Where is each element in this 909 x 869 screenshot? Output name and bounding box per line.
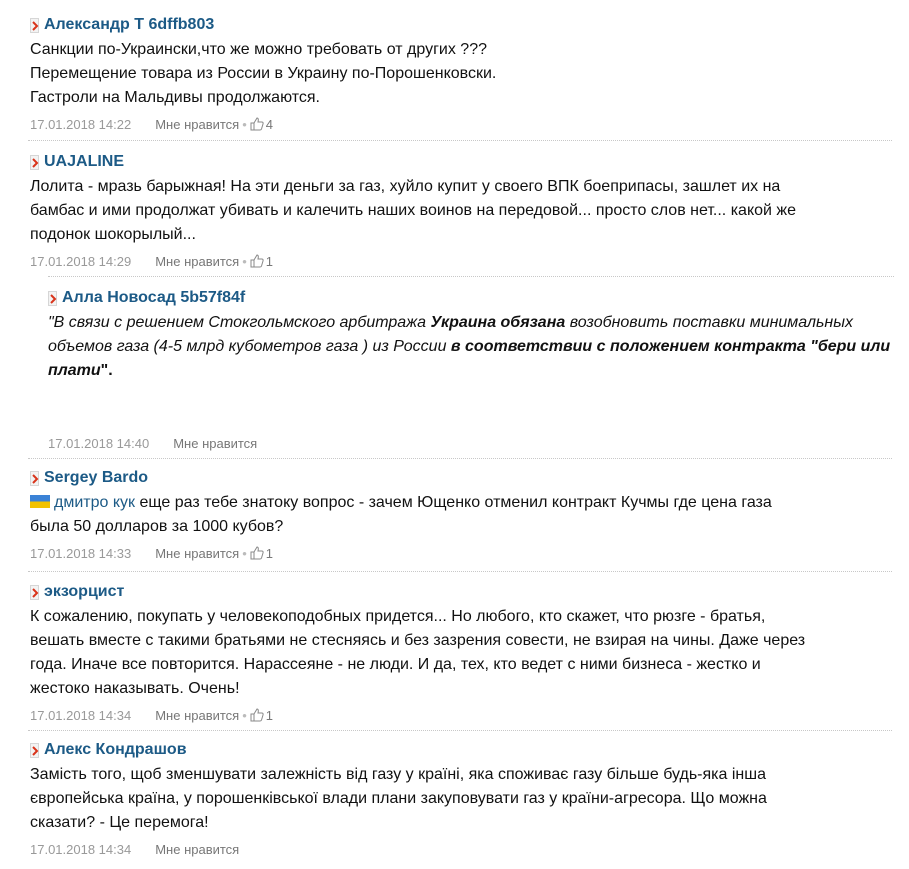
separator-dot: • xyxy=(242,545,247,561)
arrow-marker-icon xyxy=(48,291,57,306)
like-label[interactable]: Мне нравится xyxy=(155,116,240,132)
comment-line: жестоко наказывать. Очень! xyxy=(30,680,240,697)
comment-line: вешать вместе с такими братьями не стесняясь и без зазрения совести, не взирая на чины. Даже через xyxy=(30,632,806,649)
comment-divider xyxy=(28,571,892,572)
comment-date: 17.01.2018 14:29 xyxy=(30,253,132,269)
comment-divider xyxy=(48,276,894,277)
comment-meta xyxy=(30,840,892,858)
user-mention-link[interactable]: дмитро кук xyxy=(54,494,136,511)
like-count: 1 xyxy=(265,253,274,269)
like-button[interactable] xyxy=(155,842,239,857)
comment-divider xyxy=(28,140,892,141)
arrow-marker-icon xyxy=(30,743,39,758)
comment-text-span: еще раз тебе знатоку вопрос - зачем Ющенко отменил контракт Кучмы где цена газа xyxy=(135,494,772,511)
like-label[interactable]: Мне нравится xyxy=(155,253,240,269)
comment-date: 17.01.2018 14:34 xyxy=(30,841,132,857)
comment-line: К сожалению, покупать у человекоподобных придется... Но любого, кто скажет, что рюзге - братья, xyxy=(30,608,766,625)
comment-divider xyxy=(28,730,892,731)
arrow-marker-icon xyxy=(30,155,39,170)
arrow-marker-icon xyxy=(30,18,39,33)
quote-bold-part: в соответствии с положением контракта "бери или плати xyxy=(48,338,891,379)
comment-author-row xyxy=(48,287,894,309)
comment-author-row xyxy=(30,14,892,36)
thumbs-up-icon[interactable] xyxy=(250,546,264,560)
comment-author-row xyxy=(30,581,892,603)
ukraine-flag-icon xyxy=(30,492,50,505)
author-name[interactable]: Sergey Bardo xyxy=(44,469,149,486)
comment-text xyxy=(30,175,892,247)
arrow-marker-icon xyxy=(30,471,39,486)
like-button[interactable] xyxy=(155,117,239,132)
comment-date: 17.01.2018 14:33 xyxy=(30,545,132,561)
comment-line: Гастроли на Мальдивы продолжаются. xyxy=(30,89,320,106)
comment-line: подонок шокорылый... xyxy=(30,226,196,243)
quote-bold-part: Украина обязана xyxy=(430,314,566,331)
comment-date: 17.01.2018 14:22 xyxy=(30,116,132,132)
comment-date: 17.01.2018 14:40 xyxy=(48,435,150,451)
thumbs-up-icon[interactable] xyxy=(250,254,264,268)
author-name[interactable]: UAJALINE xyxy=(44,153,125,170)
comment-meta xyxy=(30,115,892,133)
comment-text xyxy=(30,491,892,539)
comment-text xyxy=(30,763,892,835)
comment-author-row xyxy=(30,151,892,173)
comment-line: Лолита - мразь барыжная! На эти деньги за газ, хуйло купит у своего ВПК боеприпасы, зашлет их на xyxy=(30,178,781,195)
arrow-marker-icon xyxy=(30,585,39,600)
comment-date: 17.01.2018 14:34 xyxy=(30,707,132,723)
like-count: 1 xyxy=(265,545,274,561)
author-name[interactable]: Александр Т 6dffb803 xyxy=(44,16,215,33)
comment xyxy=(30,151,892,270)
comment xyxy=(30,581,892,724)
like-count: 4 xyxy=(265,116,274,132)
thumbs-up-icon[interactable] xyxy=(250,708,264,722)
comment-line: сказати? - Це перемога! xyxy=(30,814,209,831)
quote-part: возобновить поставки минимальных объемов газа (4-5 млрд кубометров газа ) из России xyxy=(48,314,853,355)
separator-dot: • xyxy=(242,116,247,132)
comment-line: года. Иначе все повторится. Нарассеяне - не люди. И да, тех, кто ведет с ними бизнеса - жестко и xyxy=(30,656,761,673)
reply-comment xyxy=(48,287,894,451)
comment-text xyxy=(30,38,892,110)
comment-author-row xyxy=(30,739,892,761)
comment xyxy=(30,739,892,858)
like-count: 1 xyxy=(265,707,274,723)
comment-line: Санкции по-Украински,что же можно требовать от других ??? xyxy=(30,41,487,58)
comment-line: європейська країна, у порошенківської влади плани закуповувати газ у країни-агресора. Що можна xyxy=(30,790,767,807)
quoted-text xyxy=(48,311,894,383)
comment-line: бамбас и ими продолжат убивать и калечить наших воинов на передовой... просто слов нет... какой же xyxy=(30,202,796,219)
comment-line: была 50 долларов за 1000 кубов? xyxy=(30,518,284,535)
comment xyxy=(30,14,892,133)
comment-line: Замість того, щоб зменшувати залежність від газу у країні, яка споживає газу більше будь-яка інша xyxy=(30,766,766,783)
author-name[interactable]: экзорцист xyxy=(44,583,125,600)
comment-author-row xyxy=(30,467,892,489)
author-name[interactable]: Алла Новосад 5b57f84f xyxy=(62,289,246,306)
separator-dot: • xyxy=(242,707,247,723)
like-button[interactable] xyxy=(155,254,239,269)
like-label[interactable]: Мне нравится xyxy=(155,841,240,857)
separator-dot: • xyxy=(242,253,247,269)
comment-line: Перемещение товара из России в Украину по-Порошенковски. xyxy=(30,65,497,82)
like-label[interactable]: Мне нравится xyxy=(155,707,240,723)
quote-part: "В связи с решением Стокгольмского арбитража xyxy=(48,314,431,331)
comment-text xyxy=(30,605,892,701)
like-label[interactable]: Мне нравится xyxy=(155,545,240,561)
quote-bold-part: ". xyxy=(100,362,113,379)
like-label[interactable]: Мне нравится xyxy=(173,435,258,451)
like-button[interactable] xyxy=(155,546,239,561)
comment xyxy=(30,467,892,562)
comment-divider xyxy=(28,458,892,459)
thumbs-up-icon[interactable] xyxy=(250,117,264,131)
comment-meta xyxy=(30,252,892,270)
comment-meta xyxy=(30,544,892,562)
like-button[interactable] xyxy=(155,708,239,723)
comment-meta xyxy=(30,706,892,724)
comment-line xyxy=(30,491,892,515)
comment-meta xyxy=(48,434,257,452)
author-name[interactable]: Алекс Кондрашов xyxy=(44,741,187,758)
like-button[interactable] xyxy=(173,436,257,451)
